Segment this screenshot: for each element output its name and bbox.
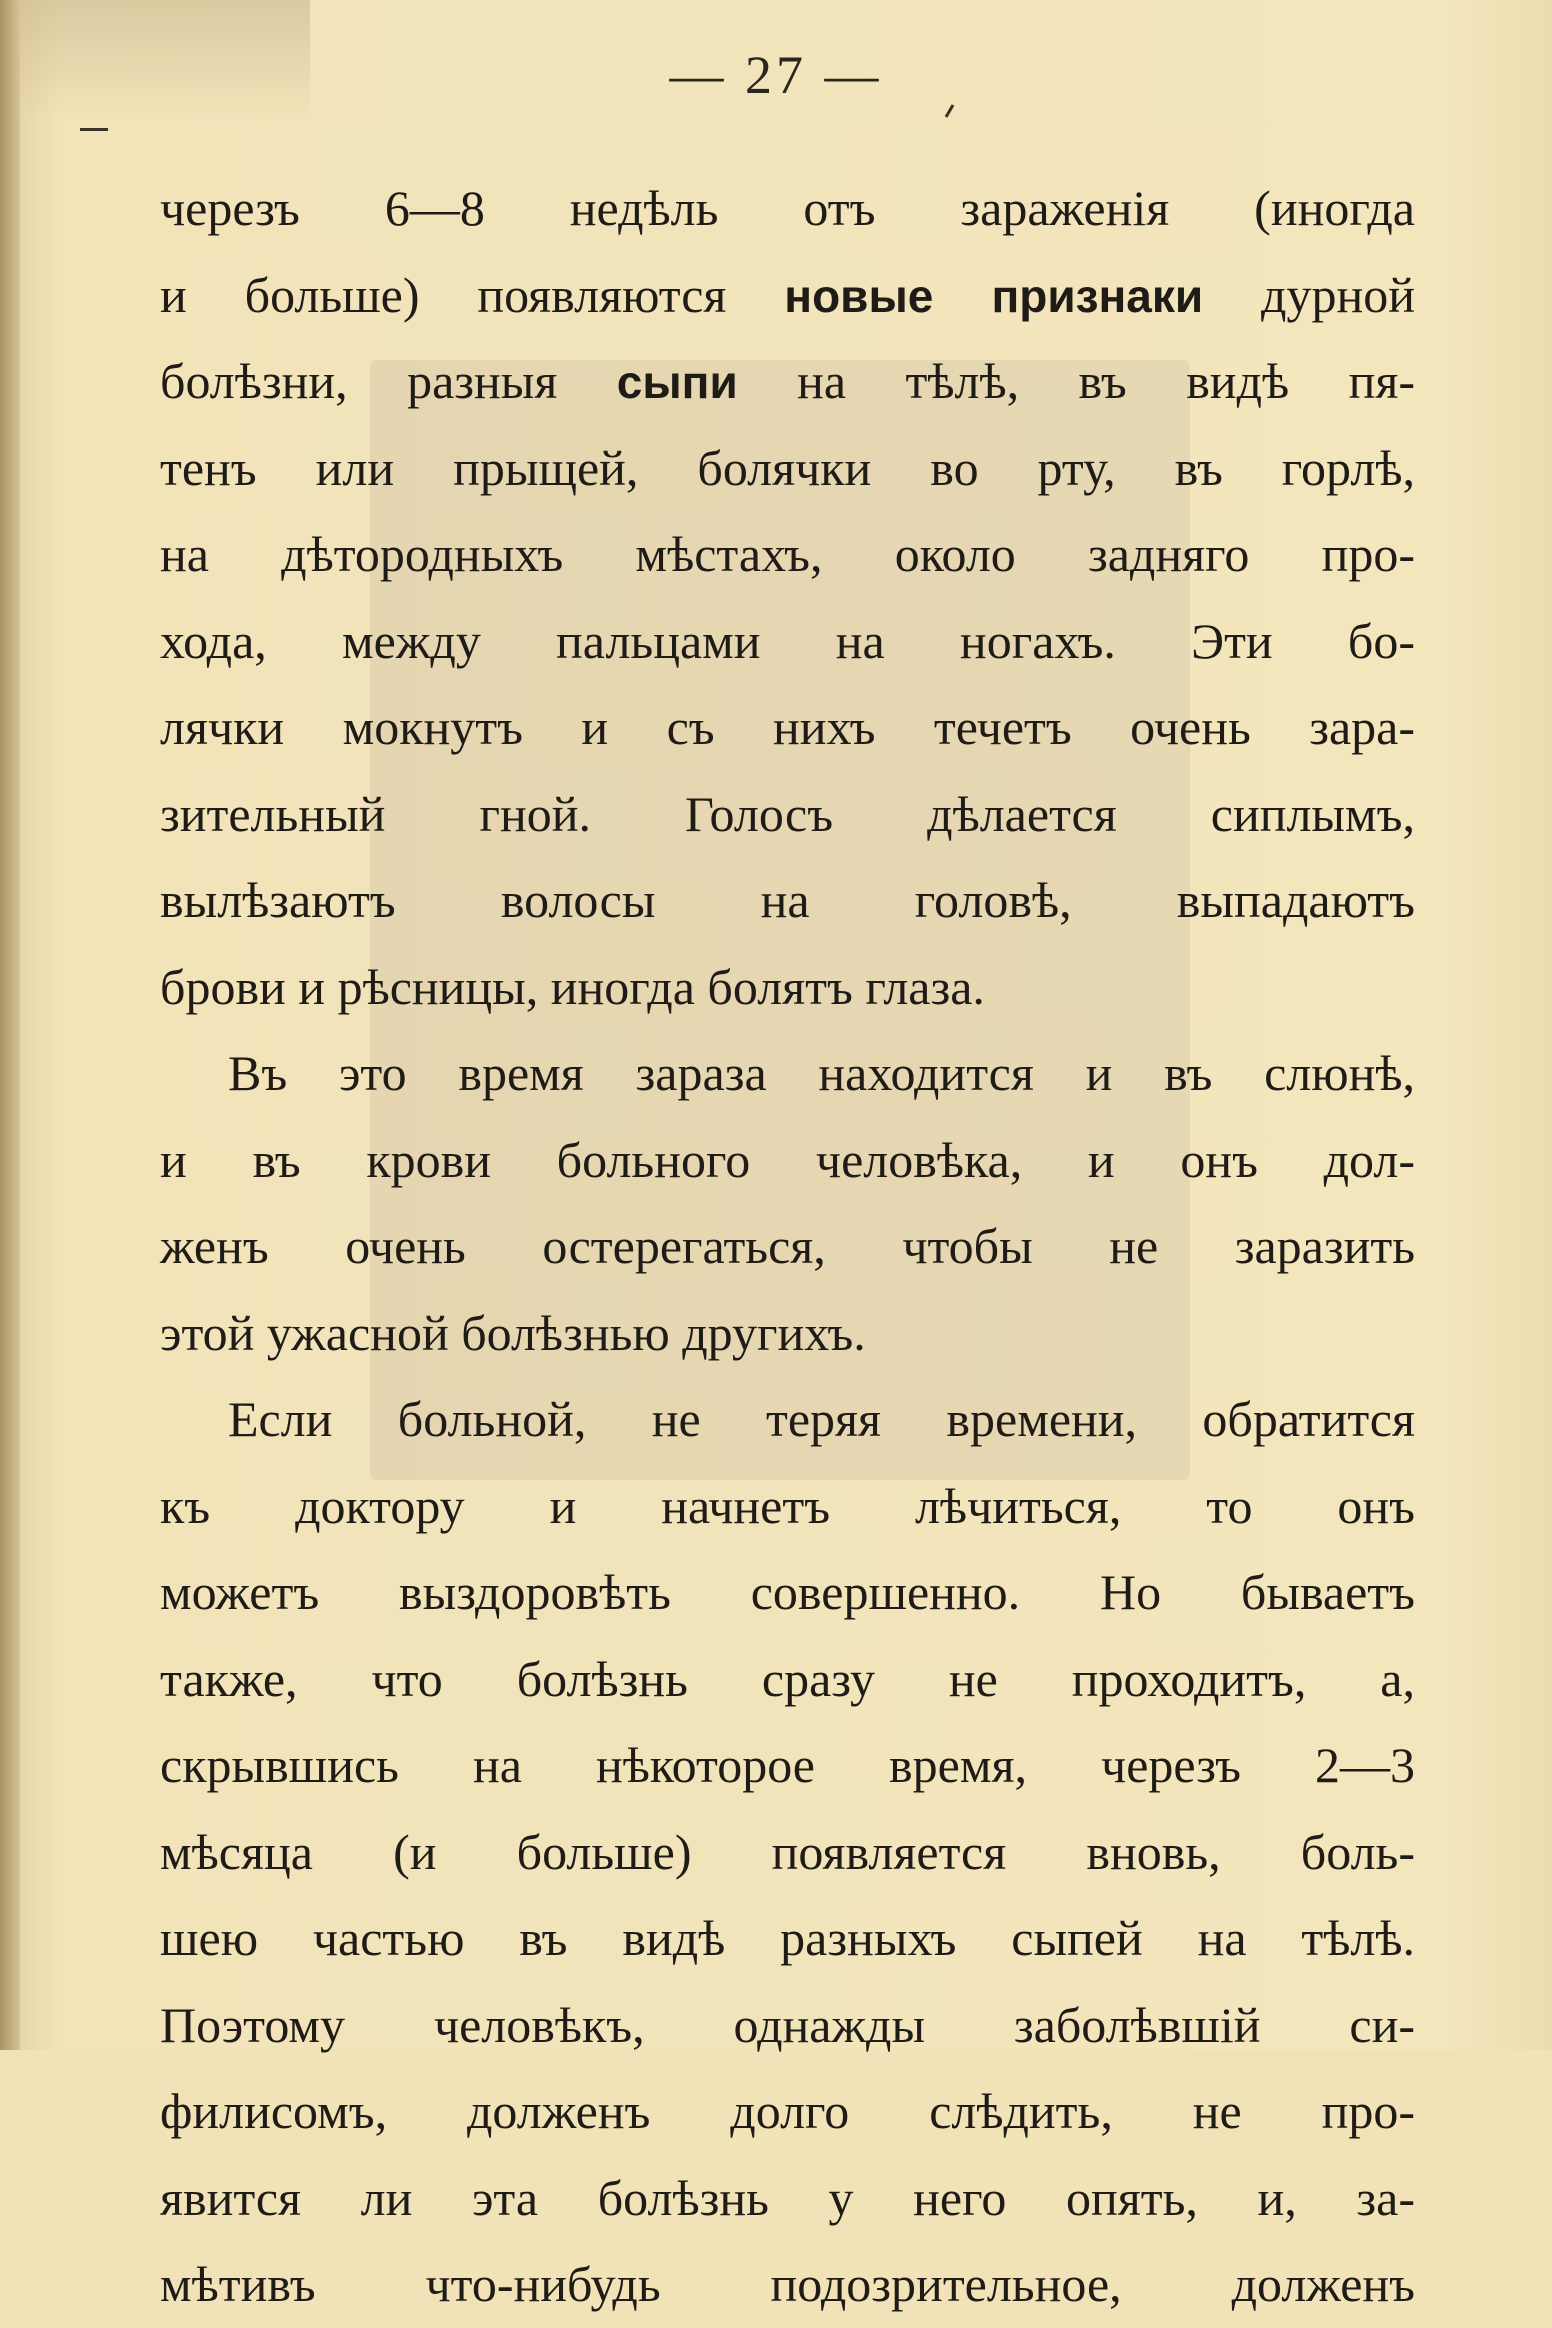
text-line: и въ крови больного человѣка, и онъ дол-	[160, 1131, 1415, 1188]
paragraph	[160, 1376, 1415, 2328]
page-number: — 27 —	[669, 45, 883, 105]
text-line: на дѣтородныхъ мѣстахъ, около задняго про-	[160, 526, 1415, 582]
text-line: филисомъ, долженъ долго слѣдить, не про-	[160, 2083, 1415, 2139]
emphasis-text: новые признаки	[784, 269, 1204, 322]
text-line: черезъ 6—8 недѣль отъ зараженія (иногда	[160, 180, 1415, 236]
text-span: болѣзни, разныя	[160, 353, 617, 409]
text-line: Если больной, не теряя времени, обратится	[228, 1391, 1415, 1447]
body-text	[160, 165, 1415, 2328]
emphasis-text: сыпи	[616, 356, 738, 408]
text-line: къ доктору и начнетъ лѣчиться, то онъ	[160, 1477, 1415, 1534]
text-line: шею частью въ видѣ разныхъ сыпей на тѣлѣ.	[160, 1910, 1415, 1966]
paragraph	[160, 165, 1415, 1030]
text-line: Въ это время зараза находится и въ слюнѣ,	[228, 1045, 1415, 1101]
ink-mark	[945, 104, 955, 118]
text-line: тенъ или прыщей, болячки во рту, въ горлѣ,	[160, 439, 1415, 496]
text-line: вылѣзаютъ волосы на головѣ, выпадаютъ	[160, 872, 1415, 928]
text-span: дурной	[1203, 266, 1415, 323]
text-span: на тѣлѣ, въ видѣ пя-	[737, 353, 1415, 409]
page-gutter-edge	[0, 0, 20, 2050]
text-line	[160, 252, 1415, 339]
text-line: этой ужасной болѣзнью другихъ.	[160, 1304, 866, 1361]
ink-mark	[80, 128, 108, 131]
text-span: и больше) появляются	[160, 266, 785, 323]
text-line: женъ очень остерегаться, чтобы не заразить	[160, 1218, 1415, 1274]
text-line: мѣтивъ что-нибудь подозрительное, долженъ	[160, 2256, 1415, 2312]
text-line: хода, между пальцами на ногахъ. Эти бо-	[160, 612, 1415, 669]
text-line: Поэтому человѣкъ, однажды заболѣвшій си-	[160, 1996, 1415, 2053]
text-line: явится ли эта болѣзнь у него опять, и, за-	[160, 2169, 1415, 2226]
text-line: можетъ выздоровѣть совершенно. Но бываетъ	[160, 1564, 1415, 1620]
text-line: также, что болѣзнь сразу не проходитъ, а,	[160, 1650, 1415, 1707]
text-line: мѣсяца (и больше) появляется вновь, боль-	[160, 1823, 1415, 1880]
text-line	[160, 338, 1415, 425]
text-line: зительный гной. Голосъ дѣлается сиплымъ,	[160, 785, 1415, 842]
text-line: лячки мокнутъ и съ нихъ течетъ очень зара-	[160, 699, 1415, 755]
text-line: брови и рѣсницы, иногда болятъ глаза.	[160, 958, 985, 1015]
text-line: скрывшись на нѣкоторое время, черезъ 2—3	[160, 1737, 1415, 1793]
paragraph	[160, 1030, 1415, 1376]
